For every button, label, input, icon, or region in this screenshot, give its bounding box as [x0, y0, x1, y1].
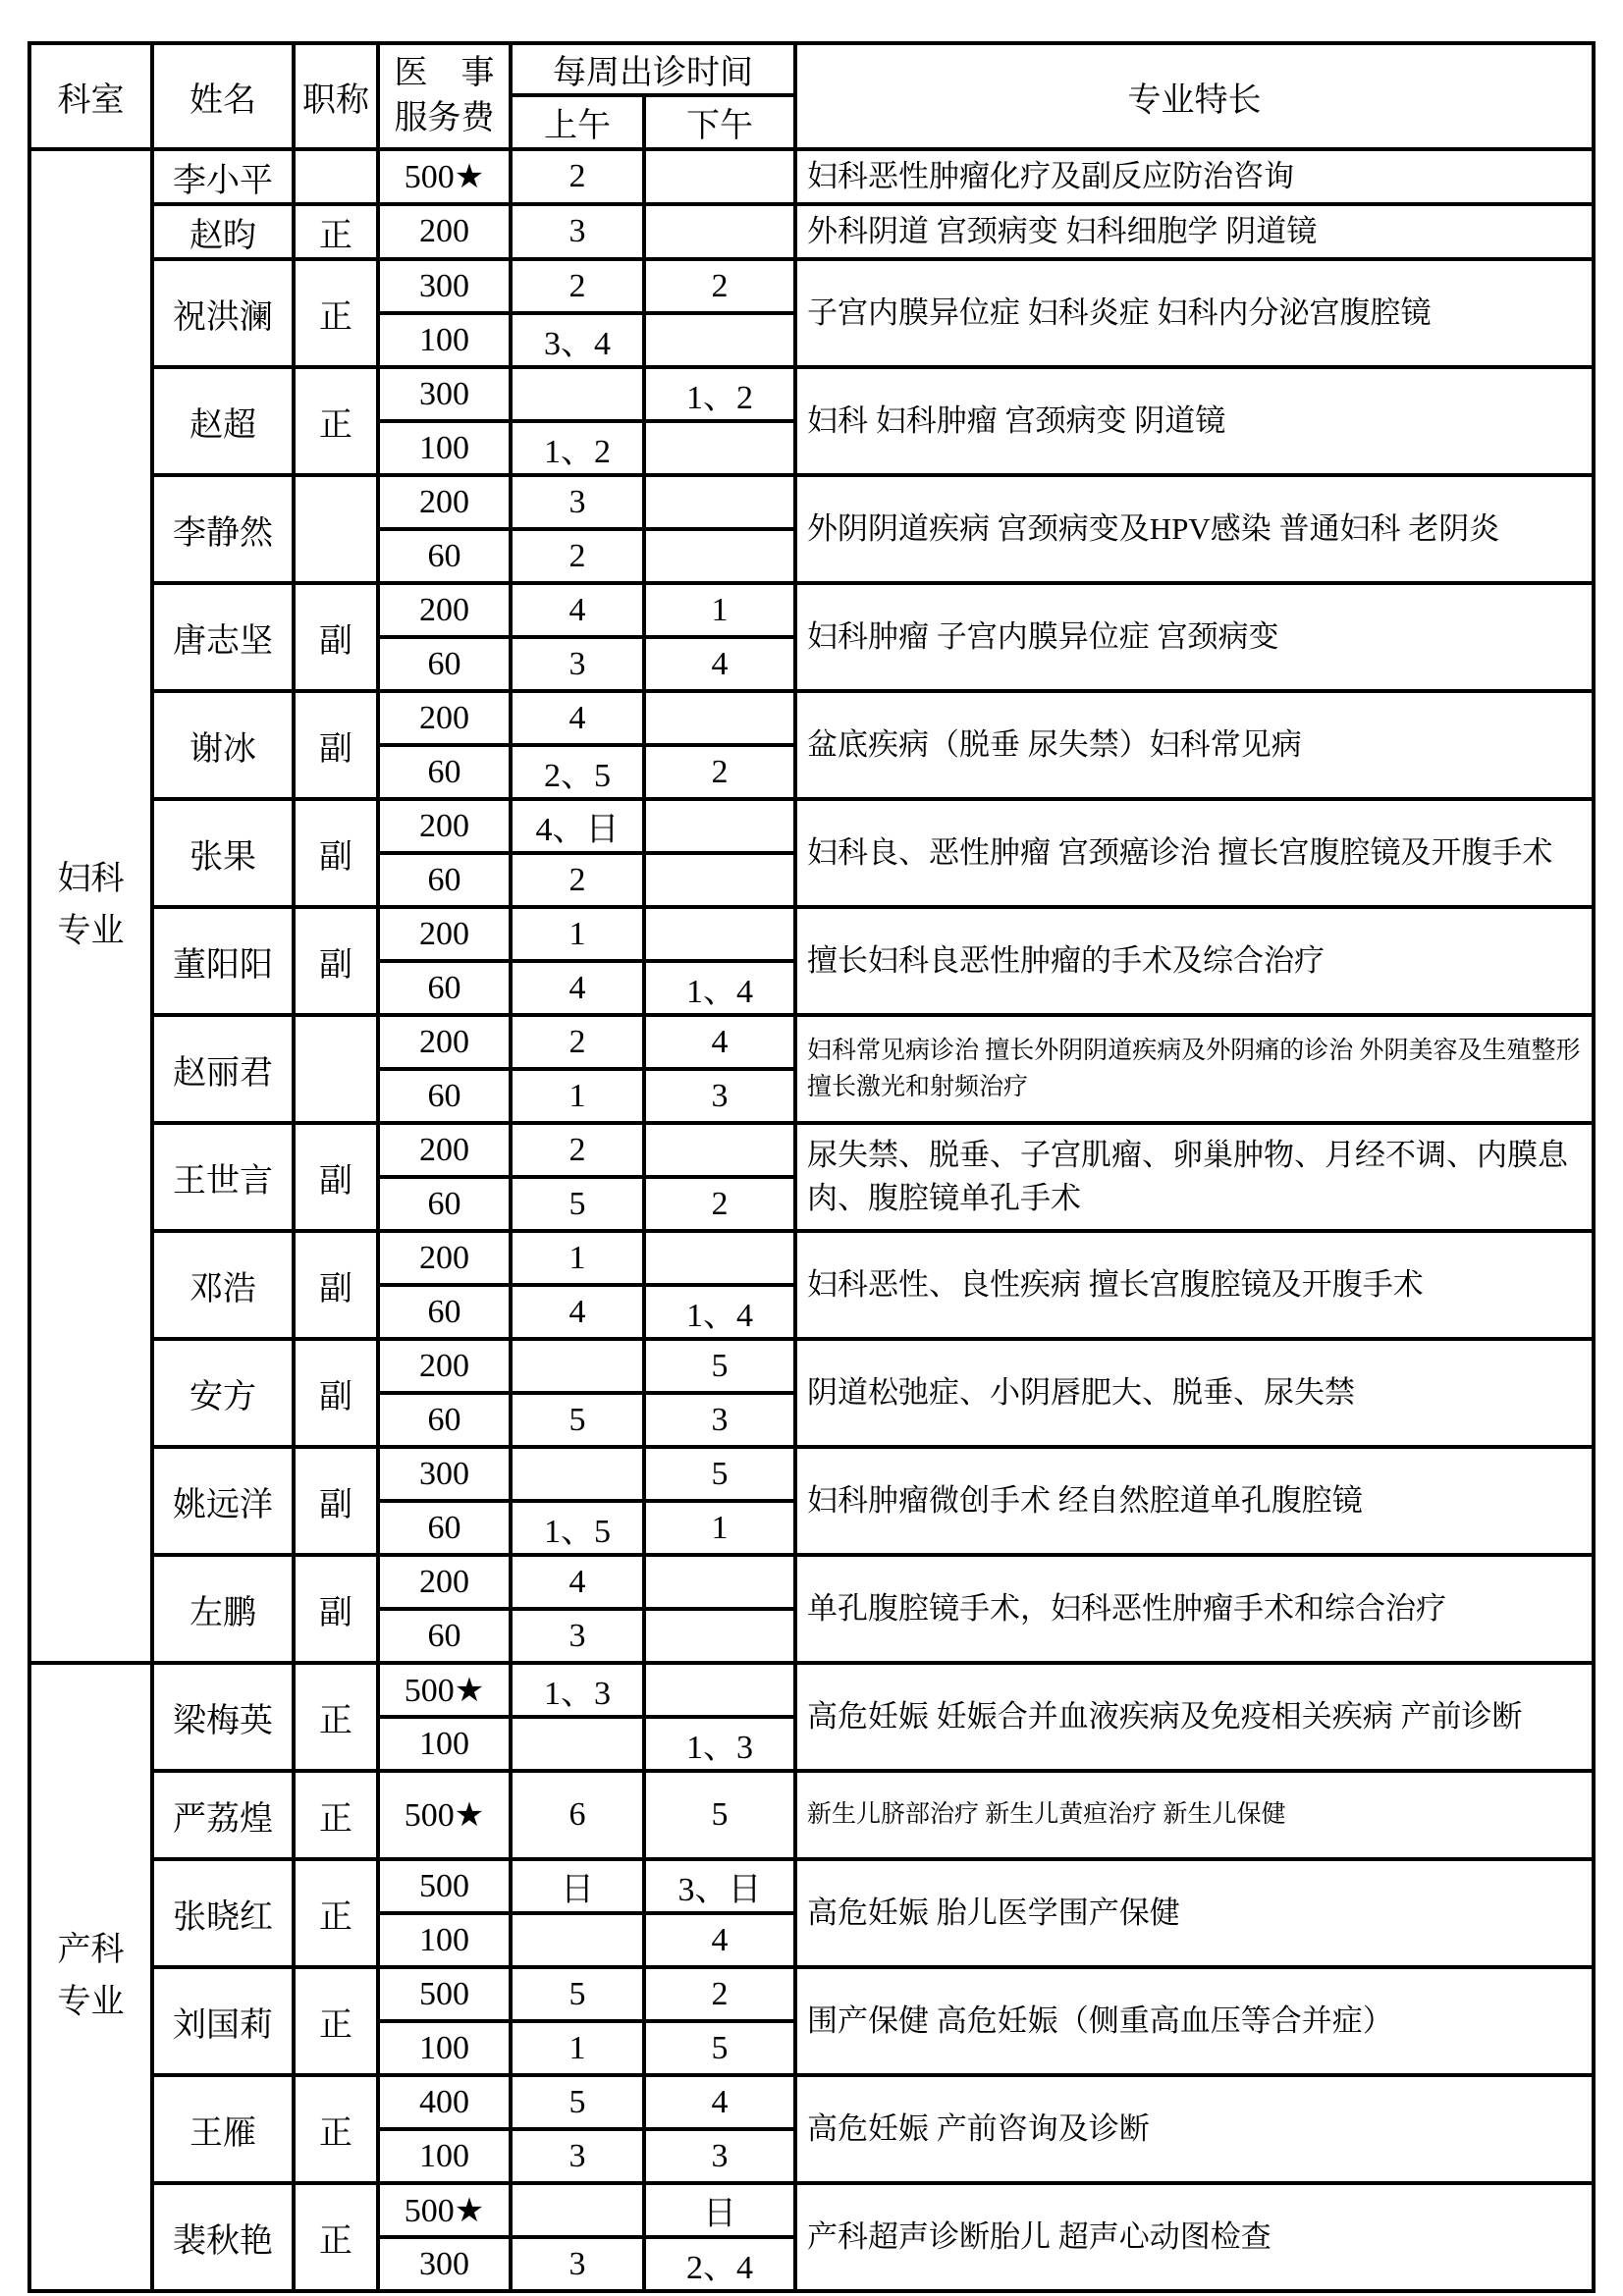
header-title: 职称	[294, 43, 378, 149]
department-label-line: 专业	[57, 913, 125, 950]
afternoon-cell: 1、4	[644, 961, 795, 1015]
doctor-title: 副	[294, 1555, 378, 1663]
doctor-name: 董阳阳	[152, 907, 294, 1015]
fee-row	[29, 259, 1594, 313]
fee-cell: 200	[378, 907, 511, 961]
fee-cell: 300	[378, 367, 511, 421]
morning-cell: 5	[511, 1967, 644, 2021]
specialty-cell: 单孔腹腔镜手术，妇科恶性肿瘤手术和综合治疗	[795, 1555, 1594, 1663]
morning-cell: 3	[511, 2237, 644, 2291]
afternoon-cell: 2	[644, 1177, 795, 1231]
doctor-title: 副	[294, 799, 378, 907]
doctor-name: 赵丽君	[152, 1015, 294, 1123]
afternoon-cell	[644, 853, 795, 907]
doctor-name: 张晓红	[152, 1859, 294, 1967]
morning-cell: 1	[511, 1069, 644, 1123]
department-label-line: 产科	[57, 1932, 125, 1969]
fee-cell: 200	[378, 1231, 511, 1285]
doctor-title: 副	[294, 1447, 378, 1555]
afternoon-cell: 5	[644, 2021, 795, 2075]
morning-cell	[511, 2183, 644, 2237]
afternoon-cell: 2、4	[644, 2237, 795, 2291]
fee-row	[29, 1339, 1594, 1393]
department-label-line: 妇科	[57, 861, 125, 898]
specialty-cell: 妇科 妇科肿瘤 宫颈病变 阴道镜	[795, 367, 1594, 475]
fee-cell: 200	[378, 204, 511, 259]
fee-cell: 400	[378, 2075, 511, 2129]
afternoon-cell	[644, 1663, 795, 1717]
fee-cell: 500★	[378, 1663, 511, 1717]
morning-cell: 3	[511, 475, 644, 529]
afternoon-cell: 4	[644, 1015, 795, 1069]
morning-cell: 1	[511, 907, 644, 961]
morning-cell: 2	[511, 259, 644, 313]
afternoon-cell: 2	[644, 745, 795, 799]
morning-cell: 4	[511, 691, 644, 745]
doctor-title	[294, 149, 378, 204]
doctor-title: 副	[294, 583, 378, 691]
fee-cell: 100	[378, 1717, 511, 1771]
fee-cell: 200	[378, 475, 511, 529]
morning-cell: 5	[511, 1393, 644, 1447]
afternoon-cell	[644, 1231, 795, 1285]
doctor-title: 正	[294, 1663, 378, 1771]
fee-cell: 60	[378, 853, 511, 907]
morning-cell: 日	[511, 1859, 644, 1913]
morning-cell: 1、3	[511, 1663, 644, 1717]
fee-row	[29, 583, 1594, 637]
department-label-line: 专业	[57, 1984, 125, 2021]
doctor-title: 正	[294, 2183, 378, 2291]
fee-cell: 500★	[378, 1771, 511, 1859]
fee-row	[29, 799, 1594, 853]
morning-cell: 1、2	[511, 421, 644, 475]
afternoon-cell: 3	[644, 1069, 795, 1123]
fee-cell: 100	[378, 2129, 511, 2183]
doctor-title: 副	[294, 1231, 378, 1339]
doctor-name: 刘国莉	[152, 1967, 294, 2075]
specialty-cell: 妇科常见病诊治 擅长外阴阴道疾病及外阴痛的诊治 外阴美容及生殖整形 擅长激光和射频治疗	[795, 1015, 1594, 1123]
doctor-name: 赵超	[152, 367, 294, 475]
fee-row	[29, 1555, 1594, 1609]
specialty-cell: 盆底疾病（脱垂 尿失禁）妇科常见病	[795, 691, 1594, 799]
specialty-cell: 围产保健 高危妊娠（侧重高血压等合并症）	[795, 1967, 1594, 2075]
fee-cell: 200	[378, 1015, 511, 1069]
afternoon-cell: 4	[644, 1913, 795, 1967]
doctor-name: 李静然	[152, 475, 294, 583]
afternoon-cell	[644, 1555, 795, 1609]
morning-cell: 5	[511, 2075, 644, 2129]
fee-row	[29, 1447, 1594, 1501]
specialty-cell: 擅长妇科良恶性肿瘤的手术及综合治疗	[795, 907, 1594, 1015]
fee-row	[29, 367, 1594, 421]
morning-cell: 6	[511, 1771, 644, 1859]
afternoon-cell	[644, 907, 795, 961]
specialty-cell: 妇科恶性肿瘤化疗及副反应防治咨询	[795, 149, 1594, 204]
fee-cell: 100	[378, 1913, 511, 1967]
fee-cell: 60	[378, 1069, 511, 1123]
afternoon-cell	[644, 1123, 795, 1177]
afternoon-cell: 2	[644, 259, 795, 313]
afternoon-cell	[644, 799, 795, 853]
fee-row	[29, 1663, 1594, 1717]
afternoon-cell: 1	[644, 583, 795, 637]
morning-cell: 2	[511, 1123, 644, 1177]
afternoon-cell: 1、3	[644, 1717, 795, 1771]
doctor-name: 赵昀	[152, 204, 294, 259]
fee-cell: 500	[378, 1967, 511, 2021]
fee-row	[29, 1859, 1594, 1913]
specialty-cell: 尿失禁、脱垂、子宫肌瘤、卵巢肿物、月经不调、内膜息肉、腹腔镜单孔手术	[795, 1123, 1594, 1231]
fee-cell: 200	[378, 691, 511, 745]
afternoon-cell	[644, 691, 795, 745]
morning-cell: 4	[511, 961, 644, 1015]
header-afternoon: 下午	[644, 95, 795, 149]
fee-row	[29, 1967, 1594, 2021]
fee-cell: 100	[378, 421, 511, 475]
afternoon-cell	[644, 313, 795, 367]
fee-row	[29, 1015, 1594, 1069]
afternoon-cell: 日	[644, 2183, 795, 2237]
doctor-name: 王世言	[152, 1123, 294, 1231]
doctor-title: 正	[294, 204, 378, 259]
fee-row	[29, 149, 1594, 204]
morning-cell: 2	[511, 149, 644, 204]
doctor-name: 梁梅英	[152, 1663, 294, 1771]
specialty-cell: 妇科肿瘤 子宫内膜异位症 宫颈病变	[795, 583, 1594, 691]
specialty-cell: 高危妊娠 胎儿医学围产保健	[795, 1859, 1594, 1967]
specialty-cell: 外科阴道 宫颈病变 妇科细胞学 阴道镜	[795, 204, 1594, 259]
fee-cell: 300	[378, 2237, 511, 2291]
morning-cell: 4	[511, 583, 644, 637]
fee-row	[29, 691, 1594, 745]
morning-cell: 2	[511, 853, 644, 907]
schedule-body	[29, 149, 1594, 2291]
header-fee-line1: 医 事	[394, 55, 495, 92]
doctor-name: 王雁	[152, 2075, 294, 2183]
fee-cell: 60	[378, 529, 511, 583]
morning-cell: 4	[511, 1285, 644, 1339]
header-specialty: 专业特长	[795, 43, 1594, 149]
fee-cell: 200	[378, 1339, 511, 1393]
fee-row	[29, 204, 1594, 259]
morning-cell	[511, 1913, 644, 1967]
afternoon-cell	[644, 529, 795, 583]
morning-cell: 3	[511, 637, 644, 691]
doctor-title: 副	[294, 691, 378, 799]
morning-cell: 3	[511, 2129, 644, 2183]
morning-cell: 5	[511, 1177, 644, 1231]
specialty-cell: 妇科肿瘤微创手术 经自然腔道单孔腹腔镜	[795, 1447, 1594, 1555]
afternoon-cell	[644, 204, 795, 259]
doctor-name: 谢冰	[152, 691, 294, 799]
header-morning: 上午	[511, 95, 644, 149]
afternoon-cell: 5	[644, 1339, 795, 1393]
fee-cell: 500★	[378, 149, 511, 204]
header-fee	[378, 43, 511, 149]
morning-cell: 1	[511, 1231, 644, 1285]
afternoon-cell: 2	[644, 1967, 795, 2021]
doctor-name: 姚远洋	[152, 1447, 294, 1555]
doctor-title: 副	[294, 1123, 378, 1231]
morning-cell: 3、4	[511, 313, 644, 367]
fee-cell: 300	[378, 1447, 511, 1501]
fee-cell: 100	[378, 313, 511, 367]
doctor-title: 正	[294, 367, 378, 475]
specialty-cell: 妇科良、恶性肿瘤 宫颈癌诊治 擅长宫腹腔镜及开腹手术	[795, 799, 1594, 907]
doctor-title: 副	[294, 1339, 378, 1447]
afternoon-cell: 4	[644, 2075, 795, 2129]
doctor-title: 正	[294, 259, 378, 367]
fee-cell: 60	[378, 1609, 511, 1663]
fee-cell: 200	[378, 583, 511, 637]
fee-cell: 500	[378, 1859, 511, 1913]
fee-cell: 60	[378, 1285, 511, 1339]
doctor-title: 正	[294, 2075, 378, 2183]
morning-cell	[511, 1447, 644, 1501]
header-fee-line2: 服务费	[394, 100, 495, 136]
doctor-name: 裴秋艳	[152, 2183, 294, 2291]
doctor-title: 正	[294, 1771, 378, 1859]
afternoon-cell	[644, 149, 795, 204]
fee-row	[29, 907, 1594, 961]
morning-cell: 2、5	[511, 745, 644, 799]
specialty-cell: 高危妊娠 妊娠合并血液疾病及免疫相关疾病 产前诊断	[795, 1663, 1594, 1771]
fee-cell: 60	[378, 1393, 511, 1447]
morning-cell	[511, 367, 644, 421]
fee-cell: 200	[378, 1555, 511, 1609]
afternoon-cell	[644, 475, 795, 529]
department-cell	[29, 1663, 152, 2291]
doctor-name: 唐志坚	[152, 583, 294, 691]
afternoon-cell: 1	[644, 1501, 795, 1555]
doctor-name: 邓浩	[152, 1231, 294, 1339]
doctor-title	[294, 475, 378, 583]
afternoon-cell	[644, 1609, 795, 1663]
fee-cell: 200	[378, 799, 511, 853]
doctor-name: 严荔煌	[152, 1771, 294, 1859]
table-header	[29, 43, 1594, 149]
doctor-title: 正	[294, 1859, 378, 1967]
afternoon-cell: 5	[644, 1771, 795, 1859]
specialty-cell: 产科超声诊断胎儿 超声心动图检查	[795, 2183, 1594, 2291]
morning-cell: 2	[511, 1015, 644, 1069]
fee-cell: 200	[378, 1123, 511, 1177]
morning-cell: 4、日	[511, 799, 644, 853]
fee-cell: 100	[378, 2021, 511, 2075]
fee-cell: 60	[378, 1177, 511, 1231]
fee-row	[29, 1123, 1594, 1177]
afternoon-cell	[644, 421, 795, 475]
header-department: 科室	[29, 43, 152, 149]
afternoon-cell: 3	[644, 1393, 795, 1447]
doctor-title: 副	[294, 907, 378, 1015]
afternoon-cell: 3	[644, 2129, 795, 2183]
doctor-title: 正	[294, 1967, 378, 2075]
doctor-name: 安方	[152, 1339, 294, 1447]
morning-cell	[511, 1339, 644, 1393]
fee-row	[29, 1231, 1594, 1285]
fee-row	[29, 1771, 1594, 1859]
header-name: 姓名	[152, 43, 294, 149]
doctor-name: 左鹏	[152, 1555, 294, 1663]
doctor-name: 祝洪澜	[152, 259, 294, 367]
specialty-cell: 新生儿脐部治疗 新生儿黄疸治疗 新生儿保健	[795, 1771, 1594, 1859]
fee-cell: 60	[378, 745, 511, 799]
doctor-title	[294, 1015, 378, 1123]
morning-cell: 3	[511, 204, 644, 259]
afternoon-cell: 4	[644, 637, 795, 691]
morning-cell: 1	[511, 2021, 644, 2075]
fee-row	[29, 2183, 1594, 2237]
morning-cell: 3	[511, 1609, 644, 1663]
morning-cell: 1、5	[511, 1501, 644, 1555]
morning-cell	[511, 1717, 644, 1771]
fee-cell: 60	[378, 637, 511, 691]
afternoon-cell: 3、日	[644, 1859, 795, 1913]
doctor-name: 李小平	[152, 149, 294, 204]
specialty-cell: 妇科恶性、良性疾病 擅长宫腹腔镜及开腹手术	[795, 1231, 1594, 1339]
department-cell	[29, 149, 152, 1663]
specialty-cell: 高危妊娠 产前咨询及诊断	[795, 2075, 1594, 2183]
fee-row	[29, 475, 1594, 529]
fee-cell: 60	[378, 961, 511, 1015]
fee-cell: 60	[378, 1501, 511, 1555]
morning-cell: 4	[511, 1555, 644, 1609]
specialty-cell: 外阴阴道疾病 宫颈病变及HPV感染 普通妇科 老阴炎	[795, 475, 1594, 583]
afternoon-cell: 5	[644, 1447, 795, 1501]
header-schedule: 每周出诊时间	[511, 43, 795, 95]
specialty-cell: 子宫内膜异位症 妇科炎症 妇科内分泌宫腹腔镜	[795, 259, 1594, 367]
schedule-table	[27, 41, 1596, 2293]
afternoon-cell: 1、2	[644, 367, 795, 421]
specialty-cell: 阴道松弛症、小阴唇肥大、脱垂、尿失禁	[795, 1339, 1594, 1447]
fee-cell: 300	[378, 259, 511, 313]
doctor-name: 张果	[152, 799, 294, 907]
morning-cell: 2	[511, 529, 644, 583]
fee-row	[29, 2075, 1594, 2129]
fee-cell: 500★	[378, 2183, 511, 2237]
afternoon-cell: 1、4	[644, 1285, 795, 1339]
